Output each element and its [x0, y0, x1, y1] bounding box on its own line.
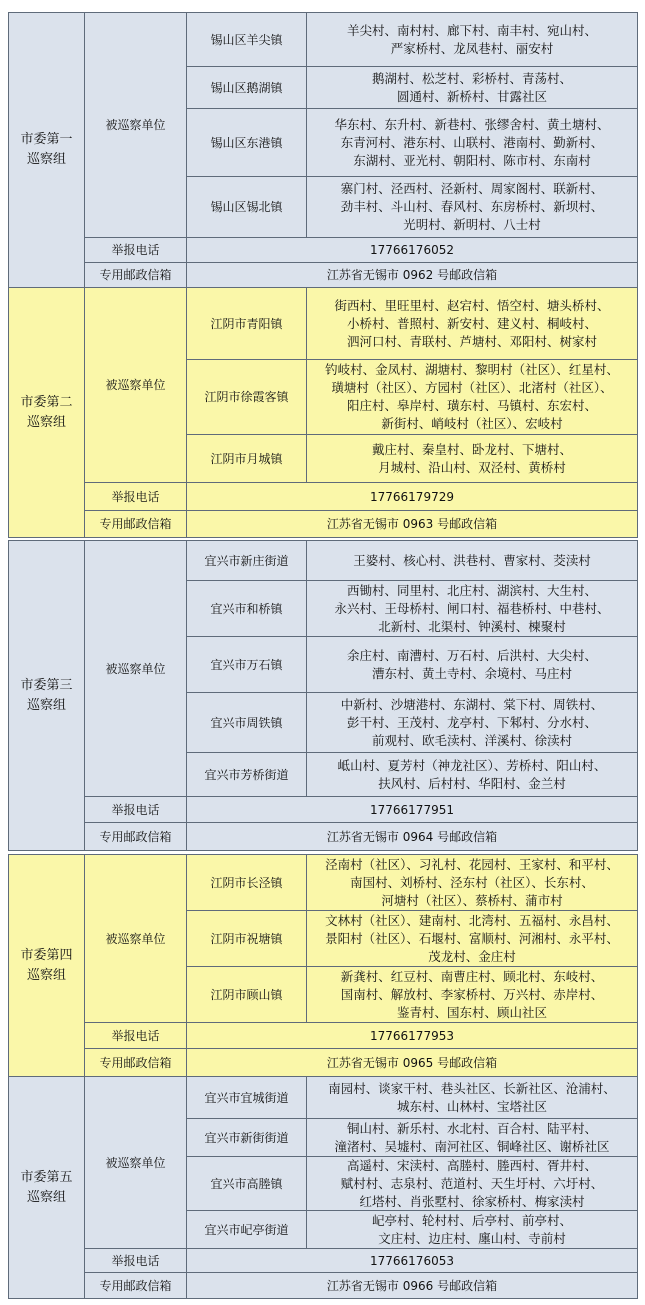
- group-name-line: 市委第五: [20, 1169, 73, 1185]
- town-name: 宜兴市芳桥街道: [204, 767, 289, 782]
- units-label: 被巡察单位: [105, 661, 166, 676]
- village-list-lines: [341, 696, 604, 750]
- mailbox-label: 专用邮政信箱: [99, 268, 172, 282]
- village-list-line: 彭干村、王茂村、龙亭村、下邾村、分水村、: [346, 714, 597, 730]
- village-list-line: 璜塘村（社区）、方园村（社区）、北渚村（社区）、: [331, 380, 613, 395]
- town-name: 宜兴市万石镇: [210, 657, 283, 672]
- village-list-cell: [306, 752, 638, 797]
- town-name: 锡山区羊尖镇: [210, 32, 283, 47]
- town-name: 宜兴市周铁镇: [210, 715, 283, 730]
- village-list-lines: [334, 297, 609, 351]
- group-name-line: 巡察组: [26, 1189, 66, 1205]
- units-label-cell: [84, 12, 187, 238]
- town-name: 江阴市祝塘镇: [210, 931, 283, 946]
- village-list-lines: [325, 361, 619, 433]
- village-list-line: 铜山村、新乐村、水北村、百合村、陆平村、: [346, 1120, 597, 1136]
- units-label: 被巡察单位: [105, 931, 166, 946]
- phone-number: 17766177951: [370, 802, 454, 817]
- mailbox-value-cell: [186, 1048, 638, 1077]
- village-list-line: 中新村、沙塘港村、东湖村、棠下村、周铁村、: [340, 696, 604, 712]
- village-list-line: 新龚村、红豆村、南曹庄村、顾北村、东岐村、: [340, 968, 604, 984]
- village-list-cell: [306, 1210, 638, 1249]
- village-list-line: 景阳村（社区）、石堰村、富顺村、河湘村、永平村、: [325, 930, 619, 946]
- village-list-line: 泾南村（社区）、习礼村、花园村、王家村、和平村、: [325, 856, 619, 872]
- village-list-line: 钓岐村、金凤村、湖塘村、黎明村（社区）、红星村、: [325, 362, 619, 377]
- town-name: 江阴市顾山镇: [210, 987, 283, 1002]
- group-name-line: 市委第四: [20, 947, 73, 963]
- town-name-cell: [186, 1156, 307, 1211]
- village-list-line: 漕东村、黄土寺村、余境村、马庄村: [371, 665, 572, 681]
- village-list-lines: [325, 912, 619, 966]
- phone-label-cell: [84, 482, 187, 511]
- town-name: 江阴市徐霞客镇: [204, 390, 289, 404]
- village-list-line: 前观村、欧毛渎村、洋溪村、徐渎村: [371, 732, 572, 748]
- village-list-line: 寨门村、泾西村、泾新村、周家阁村、联新村、: [340, 181, 604, 196]
- phone-value-cell: [186, 796, 638, 823]
- mailbox-label-cell: [84, 822, 187, 851]
- village-list-line: 光明村、新明村、八士村: [403, 217, 541, 232]
- group-name: [20, 1168, 72, 1208]
- village-list-line: 小桥村、普照村、新安村、建义村、桐岐村、: [346, 315, 597, 331]
- group-name: [20, 946, 72, 986]
- town-name: 宜兴市新街街道: [204, 1130, 289, 1145]
- phone-value-cell: [186, 1022, 638, 1049]
- town-name-cell: [186, 66, 307, 109]
- village-list-line: 潼渚村、吴墟村、南河社区、铜峰社区、谢桥社区: [334, 1138, 610, 1154]
- town-name-cell: [186, 108, 307, 177]
- village-list-line: 北新村、北渠村、钟溪村、楝聚村: [378, 618, 566, 634]
- village-list-line: 阳庄村、皋岸村、璜东村、马镇村、东宏村、: [346, 398, 597, 413]
- village-list-cell: [306, 1156, 638, 1211]
- units-label: 被巡察单位: [105, 1155, 166, 1170]
- village-list-line: 华东村、东升村、新巷村、张缪舍村、黄土塘村、: [334, 116, 610, 132]
- group-name-cell: [8, 287, 85, 538]
- group-name-line: 巡察组: [26, 967, 66, 983]
- town-name-cell: [186, 1076, 307, 1119]
- group-name: [20, 130, 72, 170]
- village-list-line: 岻山村、夏芳村（神龙社区）、芳桥村、阳山村、: [337, 757, 607, 773]
- mailbox-label: 专用邮政信箱: [99, 829, 172, 844]
- village-list-cell: [306, 1076, 638, 1119]
- units-label-cell: [84, 1076, 187, 1249]
- village-list-cell: [306, 1118, 638, 1157]
- village-list-lines: [334, 1120, 609, 1156]
- phone-number: 17766176052: [370, 243, 454, 257]
- phone-label: 举报电话: [111, 243, 160, 257]
- village-list-cell: [306, 580, 638, 637]
- town-name-cell: [186, 966, 307, 1023]
- village-list-line: 永兴村、王母桥村、闸口村、福巷桥村、中巷村、: [334, 600, 610, 616]
- group-name-line: 市委第三: [20, 677, 73, 693]
- mailbox-value-cell: [186, 822, 638, 851]
- village-list-line: 城东村、山林村、宝塔社区: [396, 1098, 547, 1114]
- village-list-cell: [306, 910, 638, 967]
- phone-number: 17766179729: [370, 489, 454, 504]
- village-list-cell: [306, 434, 638, 483]
- phone-number: 17766177953: [370, 1028, 454, 1043]
- village-list-cell: [306, 540, 638, 581]
- town-name-cell: [186, 540, 307, 581]
- village-list-line: 文林村（社区）、建南村、北湾村、五福村、永昌村、: [325, 912, 619, 928]
- town-name-cell: [186, 1210, 307, 1249]
- village-list-line: 鉴青村、国东村、顾山社区: [396, 1004, 547, 1020]
- group-name-cell: [8, 12, 85, 288]
- town-name: 锡山区东港镇: [210, 135, 283, 150]
- phone-label: 举报电话: [111, 802, 160, 817]
- units-label-cell: [84, 540, 187, 797]
- village-list-cell: [306, 176, 638, 238]
- village-list-line: 月城村、沿山村、双泾村、黄桥村: [378, 459, 566, 475]
- village-list-lines: [372, 1212, 572, 1248]
- town-name-cell: [186, 434, 307, 483]
- mailbox-label: 专用邮政信箱: [99, 517, 172, 531]
- town-name-cell: [186, 287, 307, 360]
- village-list-line: 羊尖村、南村村、廊下村、南丰村、宛山村、: [346, 22, 597, 38]
- village-list-lines: [334, 582, 609, 636]
- town-name: 锡山区锡北镇: [210, 200, 283, 214]
- village-list-line: 文庄村、边庄村、廛山村、寺前村: [378, 1230, 566, 1246]
- town-name-cell: [186, 580, 307, 637]
- units-label: 被巡察单位: [105, 118, 166, 132]
- village-list-lines: [341, 968, 604, 1022]
- village-list-line: 南国村、刘桥村、泾东村（社区）、长东村、: [350, 874, 594, 890]
- town-name-cell: [186, 359, 307, 435]
- village-list-line: 西锄村、同里村、北庄村、湖滨村、大生村、: [346, 582, 597, 598]
- group-name-line: 巡察组: [26, 152, 66, 167]
- phone-label: 举报电话: [111, 489, 160, 504]
- units-label-cell: [84, 854, 187, 1023]
- mailbox-label: 专用邮政信箱: [99, 1055, 172, 1070]
- village-list-cell: [306, 359, 638, 435]
- village-list-cell: [306, 287, 638, 360]
- mailbox-address: 江苏省无锡市 0963 号邮政信箱: [326, 517, 498, 531]
- village-list-lines: [372, 70, 572, 106]
- village-list-line: 赋村村、志泉村、范道村、天生圩村、六圩村、: [340, 1175, 604, 1191]
- town-name: 宜兴市和桥镇: [210, 601, 283, 616]
- village-list-cell: [306, 966, 638, 1023]
- village-list-line: 东青河村、港东村、山联村、港南村、勤新村、: [340, 134, 604, 150]
- village-list-line: 河塘村（社区）、蔡桥村、蒲市村: [381, 892, 563, 908]
- mailbox-value-cell: [186, 510, 638, 538]
- group-name-cell: [8, 854, 85, 1077]
- town-name-cell: [186, 854, 307, 911]
- village-list-line: 屺亭村、轮村村、后亭村、前亭村、: [371, 1212, 572, 1228]
- phone-value-cell: [186, 482, 638, 511]
- village-list-lines: [328, 1080, 616, 1116]
- units-label-cell: [84, 287, 187, 483]
- village-list-line: 高遥村、宋渎村、高塍村、塍西村、胥井村、: [346, 1157, 597, 1173]
- phone-number: 17766176053: [370, 1253, 454, 1268]
- town-name-cell: [186, 636, 307, 693]
- group-name-line: 市委第一: [20, 132, 73, 147]
- phone-label-cell: [84, 1022, 187, 1049]
- group-name: [20, 393, 72, 433]
- village-list-lines: [372, 441, 572, 477]
- mailbox-label-cell: [84, 262, 187, 288]
- village-list-cell: [306, 854, 638, 911]
- village-list-line: 泗河口村、青联村、芦塘村、邓阳村、树家村: [346, 333, 597, 349]
- village-list-cell: [306, 12, 638, 67]
- village-list-lines: [347, 22, 597, 58]
- town-name-cell: [186, 752, 307, 797]
- town-name-cell: [186, 12, 307, 67]
- village-list-lines: [347, 647, 597, 683]
- town-name-cell: [186, 910, 307, 967]
- village-list-line: 南园村、谈家干村、巷头社区、长新社区、沧浦村、: [328, 1080, 616, 1096]
- village-list-cell: [306, 636, 638, 693]
- phone-label-cell: [84, 1248, 187, 1273]
- village-list-lines: [353, 552, 591, 570]
- village-list-lines: [325, 856, 619, 910]
- group-name-line: 巡察组: [26, 697, 66, 713]
- village-list-lines: [341, 1157, 604, 1211]
- town-name: 江阴市青阳镇: [210, 316, 283, 331]
- town-name-cell: [186, 692, 307, 753]
- mailbox-address: 江苏省无锡市 0964 号邮政信箱: [326, 829, 498, 844]
- village-list-line: 戴庄村、秦皇村、卧龙村、下塘村、: [371, 441, 572, 457]
- mailbox-address: 江苏省无锡市 0965 号邮政信箱: [326, 1055, 498, 1070]
- village-list-lines: [334, 116, 609, 170]
- village-list-cell: [306, 692, 638, 753]
- phone-label-cell: [84, 237, 187, 263]
- units-label: 被巡察单位: [105, 378, 166, 392]
- village-list-line: 茂龙村、金庄村: [428, 948, 516, 964]
- town-name: 宜兴市新庄街道: [204, 553, 289, 568]
- mailbox-value-cell: [186, 262, 638, 288]
- town-name-cell: [186, 176, 307, 238]
- village-list-line: 扶风村、后村村、华阳村、金兰村: [378, 775, 566, 791]
- town-name: 江阴市月城镇: [210, 451, 283, 466]
- village-list-line: 街西村、里旺里村、赵宕村、悟空村、塘头桥村、: [334, 297, 610, 313]
- group-name: [20, 676, 72, 716]
- phone-label: 举报电话: [111, 1028, 160, 1043]
- village-list-line: 新街村、峭岐村（社区）、宏岐村: [381, 416, 563, 431]
- town-name: 宜兴市屺亭街道: [204, 1222, 289, 1237]
- village-list-cell: [306, 66, 638, 109]
- village-list-lines: [338, 757, 607, 793]
- town-name: 锡山区鹅湖镇: [210, 80, 283, 95]
- phone-value-cell: [186, 1248, 638, 1273]
- village-list-line: 红塔村、肖张墅村、徐家桥村、梅家渎村: [359, 1193, 585, 1209]
- group-name-line: 市委第二: [20, 394, 73, 410]
- village-list-line: 东湖村、亚光村、朝阳村、陈市村、东南村: [353, 152, 591, 168]
- group-name-cell: [8, 1076, 85, 1299]
- village-list-line: 国南村、解放村、李家桥村、万兴村、赤岸村、: [340, 986, 604, 1002]
- phone-value-cell: [186, 237, 638, 263]
- mailbox-address: 江苏省无锡市 0962 号邮政信箱: [326, 268, 498, 282]
- town-name: 江阴市长泾镇: [210, 875, 283, 890]
- phone-label-cell: [84, 796, 187, 823]
- mailbox-label-cell: [84, 1272, 187, 1299]
- town-name: 宜兴市高塍镇: [210, 1176, 283, 1191]
- village-list-lines: [341, 180, 604, 234]
- mailbox-value-cell: [186, 1272, 638, 1299]
- village-list-line: 圆通村、新桥村、甘露社区: [396, 88, 547, 104]
- village-list-cell: [306, 108, 638, 177]
- mailbox-address: 江苏省无锡市 0966 号邮政信箱: [326, 1278, 498, 1293]
- group-name-line: 巡察组: [26, 414, 66, 430]
- town-name: 宜兴市宜城街道: [204, 1090, 289, 1105]
- village-list-line: 鹅湖村、松芝村、彩桥村、青荡村、: [371, 70, 572, 86]
- town-name-cell: [186, 1118, 307, 1157]
- village-list-line: 劲丰村、斗山村、春风村、东房桥村、新坝村、: [340, 199, 604, 214]
- village-list-line: 王婆村、核心村、洪巷村、曹家村、茭渎村: [353, 552, 591, 568]
- mailbox-label-cell: [84, 510, 187, 538]
- mailbox-label: 专用邮政信箱: [99, 1278, 172, 1293]
- village-list-line: 严家桥村、龙凤巷村、丽安村: [390, 40, 554, 56]
- mailbox-label-cell: [84, 1048, 187, 1077]
- village-list-line: 余庄村、南漕村、万石村、后洪村、大尖村、: [346, 647, 597, 663]
- phone-label: 举报电话: [111, 1253, 160, 1268]
- group-name-cell: [8, 540, 85, 851]
